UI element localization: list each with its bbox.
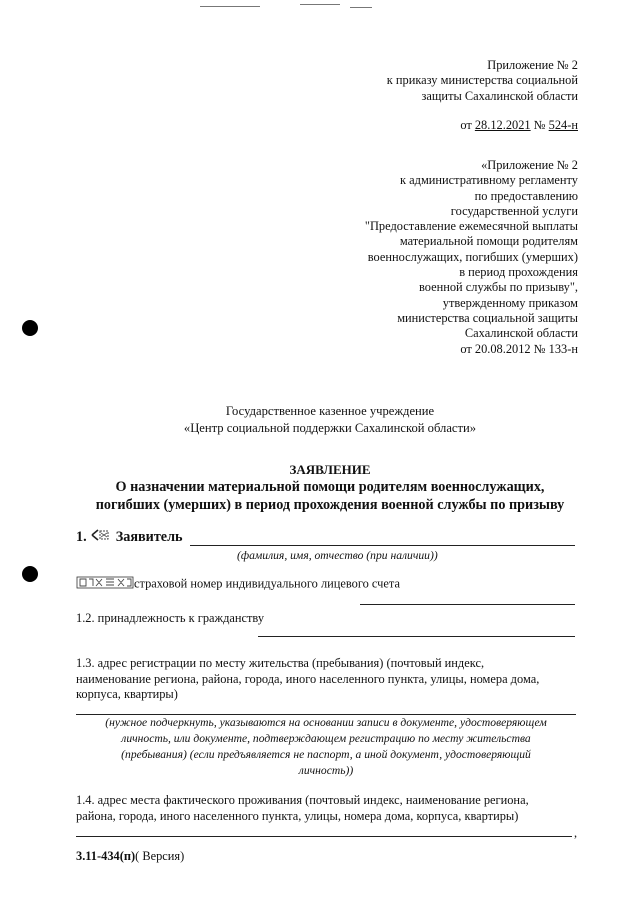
applicant-name-line[interactable] bbox=[190, 545, 575, 546]
number-prefix: № bbox=[530, 117, 549, 132]
citizenship-line[interactable] bbox=[258, 636, 575, 637]
registration-address-label bbox=[76, 656, 539, 703]
scan-speck bbox=[200, 6, 260, 7]
regulation-line: министерства социальной защиты bbox=[397, 310, 578, 325]
regulation-line: от 20.08.2012 № 133-н bbox=[460, 341, 578, 356]
form-code bbox=[76, 849, 184, 865]
applicant-name-hint: (фамилия, имя, отчество (при наличии)) bbox=[237, 549, 438, 562]
statement-title: ЗАЯВЛЕНИЕ bbox=[289, 462, 371, 477]
registration-note-line3: (пребывания) (если предъявляется не паспорт, а иной документ, удостоверяющий bbox=[121, 748, 531, 761]
registration-address-line2: наименование региона, района, города, иного населенного пункта, улицы, номера дома, bbox=[76, 671, 540, 686]
appendix-header bbox=[387, 58, 578, 133]
actual-address-label bbox=[76, 793, 529, 824]
appendix-line: к приказу министерства социальной bbox=[386, 73, 578, 88]
actual-address-line1: 1.4. адрес места фактического проживания (почтовый индекс, наименование региона, bbox=[76, 793, 529, 807]
registration-address-line1: 1.3. адрес регистрации по месту жительства (пребывания) (почтовый индекс, bbox=[76, 656, 485, 670]
registration-note-line4: личность)) bbox=[298, 764, 354, 777]
statement-heading bbox=[40, 461, 620, 514]
scan-artifact-icon bbox=[90, 528, 112, 547]
citizenship-label: 1.2. принадлежность к гражданству bbox=[76, 611, 265, 625]
regulation-block bbox=[365, 158, 578, 357]
actual-address-line[interactable] bbox=[76, 836, 572, 837]
regulation-line: утвержденному приказом bbox=[442, 295, 578, 310]
punch-hole-top bbox=[22, 320, 38, 336]
order-number: 524-н bbox=[548, 117, 578, 132]
snils-label: страховой номер индивидуального лицевого счета bbox=[134, 576, 400, 591]
scan-artifact-icon bbox=[76, 576, 134, 594]
regulation-line: военной службы по призыву", bbox=[418, 280, 578, 295]
regulation-line: Сахалинской области bbox=[464, 326, 578, 341]
snils-row bbox=[76, 576, 400, 594]
scan-speck bbox=[350, 7, 372, 8]
institution-block bbox=[40, 403, 620, 437]
snils-line[interactable] bbox=[360, 604, 575, 605]
registration-note-line1: (нужное подчеркнуть, указываются на основании записи в документе, удостоверяющем bbox=[105, 716, 547, 729]
form-code-number: 3.11-434(п) bbox=[76, 849, 136, 863]
regulation-line: материальной помощи родителям bbox=[399, 234, 578, 249]
registration-note bbox=[76, 715, 576, 779]
section1-label: Заявитель bbox=[115, 529, 183, 545]
regulation-line: военнослужащих, погибших (умерших) bbox=[367, 249, 578, 264]
scan-speck bbox=[300, 4, 340, 5]
section1-heading bbox=[76, 528, 183, 547]
regulation-line: по предоставлению bbox=[474, 188, 578, 203]
registration-address-line3: корпуса, квартиры) bbox=[76, 687, 178, 701]
regulation-line: к административному регламенту bbox=[400, 173, 578, 188]
appendix-line: защиты Сахалинской области bbox=[421, 88, 578, 103]
statement-subtitle1: О назначении материальной помощи родителям военнослужащих, bbox=[115, 479, 545, 495]
date-prefix: от bbox=[460, 117, 475, 132]
punch-hole-bottom bbox=[22, 566, 38, 582]
regulation-line: "Предоставление ежемесячной выплаты bbox=[364, 219, 578, 234]
form-version: ( Версия) bbox=[135, 849, 185, 863]
actual-address-comma: , bbox=[574, 826, 578, 840]
statement-subtitle2: погибших (умерших) в период прохождения военной службы по призыву bbox=[95, 497, 565, 513]
regulation-line: «Приложение № 2 bbox=[481, 158, 578, 172]
appendix-date-line bbox=[387, 118, 578, 133]
order-date: 28.12.2021 bbox=[474, 117, 531, 132]
registration-note-line2: личность, или документе, подтверждающем регистрацию по месту жительства bbox=[121, 732, 531, 745]
regulation-line: в период прохождения bbox=[459, 265, 578, 280]
institution-line1: Государственное казенное учреждение bbox=[225, 404, 435, 418]
institution-line2: «Центр социальной поддержки Сахалинской области» bbox=[183, 421, 477, 435]
appendix-title: Приложение № 2 bbox=[487, 58, 578, 72]
section1-number: 1. bbox=[76, 529, 87, 545]
regulation-line: государственной услуги bbox=[450, 203, 578, 218]
actual-address-line2: района, города, иного населенного пункта, улицы, номера дома, корпуса, квартиры) bbox=[76, 808, 519, 823]
